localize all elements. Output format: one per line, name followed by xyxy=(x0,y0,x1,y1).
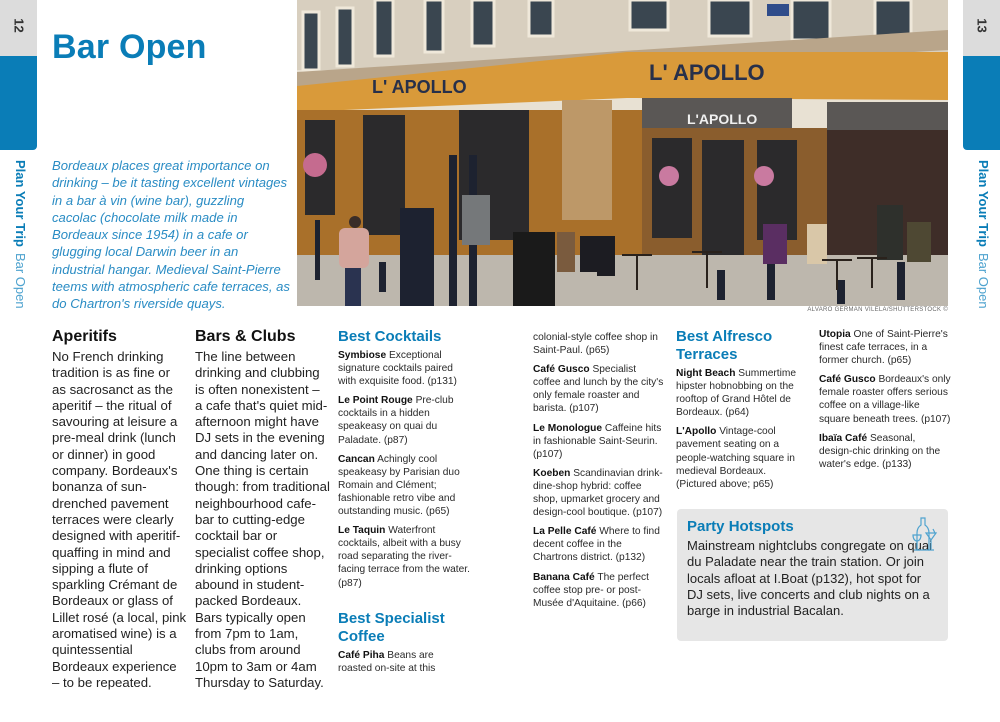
venue-desc: Summertime hipster hobnobbing on the rooftop of Grand Hôtel de Bordeaux. (p64) xyxy=(676,368,797,419)
list-item xyxy=(533,525,665,564)
list-item xyxy=(533,571,665,610)
box-heading: Party Hotspots xyxy=(687,518,794,535)
photo-credit: ALVARO GERMAN VILELA/SHUTTERSTOCK © xyxy=(807,307,948,313)
list-heading: Best Specialist Coffee xyxy=(338,610,445,645)
venue-name: Café Gusco xyxy=(533,364,590,376)
venue-name: Le Point Rouge xyxy=(338,395,413,407)
party-hotspots-box xyxy=(677,509,948,641)
page-number: 12 xyxy=(11,18,27,33)
list-item xyxy=(819,328,951,367)
section-heading: Bars & Clubs xyxy=(195,328,296,345)
bars-clubs-section xyxy=(195,328,330,691)
subsection-name: Bar Open xyxy=(13,252,28,309)
venue-name: Utopia xyxy=(819,329,851,340)
list-item xyxy=(533,422,665,461)
list-item xyxy=(819,432,951,471)
venue-desc: Scandinavian drink-dine-shop hybrid: coffee shop, upmarket grocery and design-cool boutique. (p107) xyxy=(533,467,663,519)
venue-desc: Bordeaux's only female roaster offers serious coffee on a village-like square beneath trees. (p107) xyxy=(819,374,951,425)
venue-desc: The perfect coffee stop pre- or post-Musée d'Aquitaine. (p66) xyxy=(533,571,649,609)
page-number-box xyxy=(0,0,37,56)
list-item xyxy=(819,373,951,425)
list-item xyxy=(338,649,470,675)
venue-name: Night Beach xyxy=(676,368,736,379)
section-body: No French drinking tradition is as fine or as sacrosanct as the aperitif – the ritual of savouring at leisure a pre-meal drink (lunch or dinner) in good company. Bordeaux's bonanza of sun-drenched pavement terraces were clearly designed with aperitif-quaffing in mind and sipping a flute of sparkling Crémant de Bordeaux or glass of Lillet rosé (a local, pink aromatised wine) is a quintessential Bordeaux experience – to be repeated. xyxy=(52,349,187,690)
list-item xyxy=(338,349,470,388)
venue-desc: Pre-club cocktails in a hidden speakeasy on quai du Paladate. (p87) xyxy=(338,395,454,446)
best-coffee-list xyxy=(338,610,470,681)
page-title: Bar Open xyxy=(52,28,207,66)
venue-desc: Waterfront cocktails, albeit with a busy road separating the river-facing terrace from the water. (p87) xyxy=(338,525,470,589)
venue-desc: One of Saint-Pierre's finest cafe terraces, in a former church. (p65) xyxy=(819,329,948,367)
venue-desc: Exceptional signature cocktails paired with exquisite food. (p131) xyxy=(338,350,457,388)
venue-name: Symbiose xyxy=(338,350,387,361)
venue-desc: Where to find decent coffee in the Chartrons district. (p132) xyxy=(533,526,660,564)
venue-name: Banana Café xyxy=(533,571,595,583)
list-item xyxy=(676,367,808,419)
best-cocktails-list xyxy=(338,328,470,596)
page-number-box xyxy=(963,0,1000,56)
best-coffee-list-continued xyxy=(533,331,665,616)
venue-desc: Vintage-cool pavement seating on a people-watching square in medieval Bordeaux. (Pictured above; p65) xyxy=(676,426,795,490)
venue-desc: colonial-style coffee shop in Saint-Paul. (p65) xyxy=(533,332,658,357)
venue-name: Café Piha xyxy=(338,650,385,661)
list-item xyxy=(533,467,665,519)
list-heading: Best Cocktails xyxy=(338,328,442,345)
section-tab-color xyxy=(0,56,37,150)
section-name: Plan Your Trip xyxy=(976,160,991,247)
sign-text: L' APOLLO xyxy=(649,60,765,85)
wine-cocktail-icon xyxy=(911,517,937,551)
best-terraces-list xyxy=(676,328,808,497)
page-number: 13 xyxy=(974,18,990,33)
aperitifs-section xyxy=(52,328,187,691)
awning-text: L'APOLLO xyxy=(687,111,758,127)
venue-name: Le Taquin xyxy=(338,525,386,537)
subsection-name: Bar Open xyxy=(976,252,991,309)
venue-desc: Caffeine hits in fashionable Saint-Seurin. (p107) xyxy=(533,422,662,460)
box-body: Mainstream nightclubs congregate on quai du Paladate near the train station. Or join locals afloat at I.Boat (p132), hot spot for DJ sets, live concerts and club nights on a barge in industrial Bacalan. xyxy=(687,538,932,619)
venue-desc: Beans are roasted on-site at this xyxy=(338,650,436,675)
list-item xyxy=(338,394,470,446)
list-item xyxy=(533,363,665,415)
venue-name: Cancan xyxy=(338,453,375,465)
venue-name: Koeben xyxy=(533,467,571,479)
section-tab-color xyxy=(963,56,1000,150)
venue-desc: Seasonal, design-chic drinking on the water's edge. (p133) xyxy=(819,432,941,470)
intro-paragraph: Bordeaux places great importance on drinking – be it tasting excellent vintages in a bar à vin (wine bar), guzzling cacolac (chocolate milk made in Bordeaux since 1954) in a cafe or glugging local Darwin beer in an industrial hangar. Medieval Saint-Pierre teems with atmospheric cafe terraces, as do Chartron's riverside quays. xyxy=(52,158,290,312)
section-body: The line between drinking and clubbing is often nonexistent – a cafe that's quiet mid-afternoon might have DJ sets in the evening and dancing later on. One thing is certain though: from traditional neighbourhood cafe-bar to cutting-edge cocktail bar or specialist coffee shop, drinking options abound in student-packed Bordeaux. Bars typically open from 7pm to 1am, clubs from around 10pm to 3am or 4am Thursday to Saturday. xyxy=(195,349,330,690)
venue-name: Ibaïa Café xyxy=(819,432,868,444)
list-heading: Best Alfresco Terraces xyxy=(676,328,773,363)
list-item xyxy=(676,425,808,490)
section-label xyxy=(13,160,28,309)
section-heading: Aperitifs xyxy=(52,328,117,345)
section-name: Plan Your Trip xyxy=(13,160,28,247)
list-item xyxy=(533,331,665,357)
best-terraces-list-continued xyxy=(819,328,951,477)
sign-text: L' APOLLO xyxy=(372,77,467,97)
venue-desc: Achingly cool speakeasy by Parisian duo Romain and Clément; fashionable retro vibe and outstanding music. (p65) xyxy=(338,453,460,518)
venue-desc: Specialist coffee and lunch by the city's only female roaster and barista. (p107) xyxy=(533,364,664,415)
section-label xyxy=(976,160,991,309)
venue-name: Le Monologue xyxy=(533,422,603,434)
cafe-photo xyxy=(297,0,948,306)
venue-name: L'Apollo xyxy=(676,426,717,438)
list-item xyxy=(338,453,470,518)
venue-name: Café Gusco xyxy=(819,374,876,386)
list-item xyxy=(338,524,470,589)
venue-name: La Pelle Café xyxy=(533,526,597,538)
